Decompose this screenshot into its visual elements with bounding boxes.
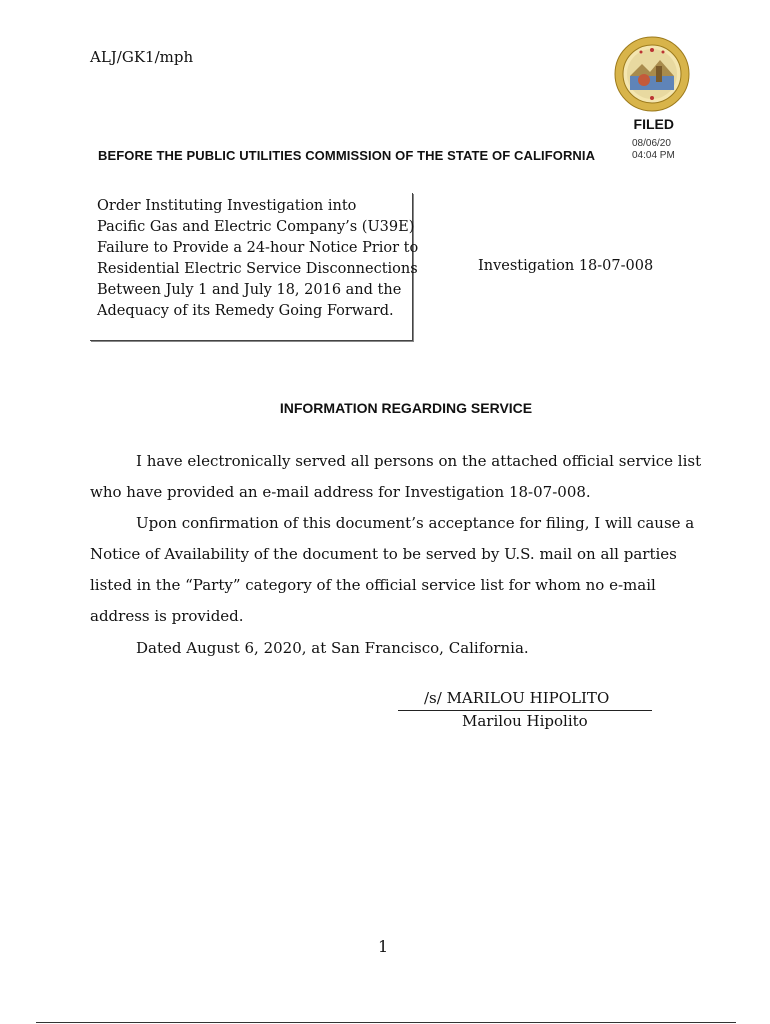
caption-line: Adequacy of its Remedy Going Forward. xyxy=(97,303,394,319)
page-number: 1 xyxy=(378,937,389,956)
commission-heading: BEFORE THE PUBLIC UTILITIES COMMISSION OF THE STATE OF CALIFORNIA xyxy=(98,148,596,163)
body-line: Upon confirmation of this document’s acceptance for filing, I will cause a xyxy=(136,514,695,532)
caption-line: Pacific Gas and Electric Company’s (U39E) xyxy=(97,219,415,235)
signature-slash-line: /s/ MARILOU HIPOLITO xyxy=(424,689,610,707)
body-line: listed in the “Party” category of the official service list for whom no e-mail xyxy=(90,576,656,594)
caption-line: Failure to Provide a 24-hour Notice Prior to xyxy=(97,240,419,256)
document-title: INFORMATION REGARDING SERVICE xyxy=(279,400,533,416)
caption-line: Order Instituting Investigation into xyxy=(97,198,357,214)
filed-stamp-date: 08/06/20 xyxy=(632,138,671,149)
caption-line: Between July 1 and July 18, 2016 and the xyxy=(97,282,402,298)
state-seal-icon xyxy=(614,36,690,112)
body-line: address is provided. xyxy=(90,607,244,625)
body-line: who have provided an e-mail address for Investigation 18-07-008. xyxy=(90,483,591,501)
dated-line: Dated August 6, 2020, at San Francisco, California. xyxy=(136,639,529,657)
signatory-name: Marilou Hipolito xyxy=(462,712,588,730)
body-line: Notice of Availability of the document to be served by U.S. mail on all parties xyxy=(90,545,677,563)
document-code: ALJ/GK1/mph xyxy=(90,48,194,66)
filed-stamp-time: 04:04 PM xyxy=(632,150,675,161)
filed-stamp-label: FILED xyxy=(633,116,674,132)
caption-line: Residential Electric Service Disconnections xyxy=(97,261,418,277)
footer-rule xyxy=(36,1022,736,1023)
body-line: I have electronically served all persons on the attached official service list xyxy=(136,452,702,470)
caption-text xyxy=(97,196,419,322)
proceeding-number: Investigation 18-07-008 xyxy=(478,258,654,274)
signature-rule xyxy=(398,710,652,711)
